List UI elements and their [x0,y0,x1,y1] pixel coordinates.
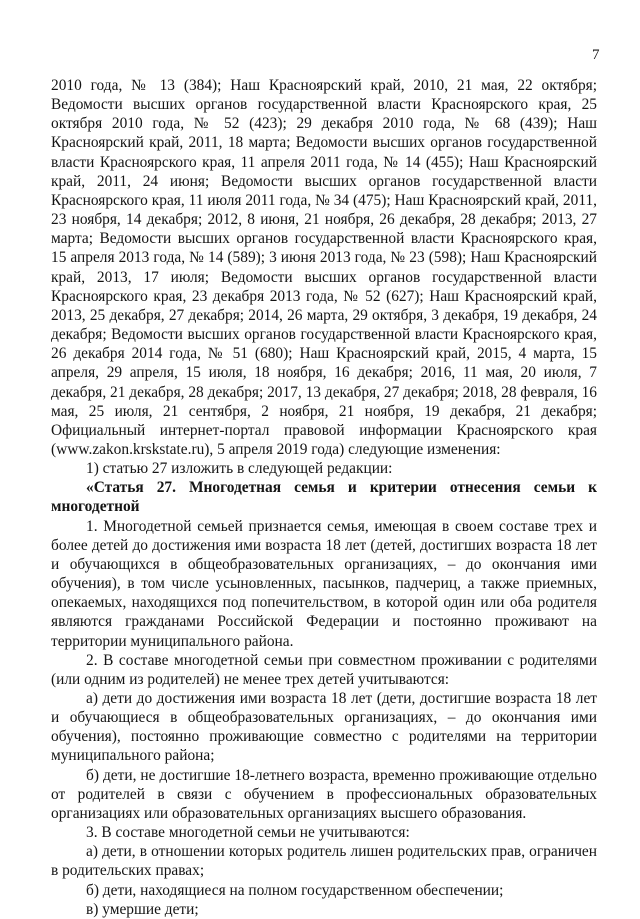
article-paragraph-2a: а) дети до достижения ими возраста 18 лет (дети, достигшие возраста 18 лет и обучающиеся в общеобразовательных организациях, – до окончания ими обучения), постоянно проживающие совместно с родителями на территории муниципального района; [51,690,597,765]
document-body [51,76,597,919]
article-paragraph-3b: б) дети, находящиеся на полном государственном обеспечении; [86,881,504,899]
article-paragraph-3: 3. В составе многодетной семьи не учитываются: [86,824,410,842]
article-paragraph-2b: б) дети, не достигшие 18-летнего возраста, временно проживающие отдельно от родителей в связи с обучением в профессиональных образовательных организациях или образовательных организациях высшего образования. [51,766,597,822]
amendment-item-1: 1) статью 27 изложить в следующей редакции: [86,460,393,478]
article-paragraph-1: 1. Многодетной семьей признается семья, имеющая в своем составе трех и более детей до достижения ими возраста 18 лет (детей, достигших возраста 18 лет и обучающихся в общеобразовательных организациях, – до окончания ими обучения), в том числе усыновленных, пасынков, падчериц, а также приемных, опекаемых, находящихся под попечительством, в которой один или оба родителя являются гражданами Российской Федерации и постоянно проживают на территории муниципального района. [51,517,597,650]
article-27-title: «Статья 27. Многодетная семья и критерии отнесения семьи к многодетной [51,479,597,516]
article-paragraph-3a: а) дети, в отношении которых родитель лишен родительских прав, ограничен в родительских правах; [51,843,597,880]
page-number: 7 [592,47,600,63]
article-paragraph-3c: в) умершие дети; [86,900,199,918]
intro-paragraph: 2010 года, № 13 (384); Наш Красноярский край, 2010, 21 мая, 22 октября; Ведомости высших органов государственной власти Красноярского края, 25 октября 2010 года, № 52 (423); 29 декабря 2010 года, № 68 (439); Наш Красноярский край, 2011, 18 марта; Ведомости высших органов государственной власти Красноярского края, 11 апреля 2011 года, № 14 (455); Наш Красноярский край, 2011, 24 июня; Ведомости высших органов государственной власти Красноярского края, 11 июля 2011 года, № 34 (475); Наш Красноярский край, 2011, 23 ноября, 14 декабря; 2012, 8 июня, 21 ноября, 26 декабря, 28 декабря; 2013, 27 марта; Ведомости высших органов государственной власти Красноярского края, 15 апреля 2013 года, № 14 (589); 3 июня 2013 года, № 23 (598); Наш Красноярский край, 2013, 17 июля; Ведомости высших органов государственной власти Красноярского края, 23 декабря 2013 года, № 52 (627); Наш Красноярский край, 2013, 25 декабря, 27 декабря; 2014, 26 марта, 29 октября, 3 декабря, 19 декабря, 24 декабря; Ведомости высших органов государственной власти Красноярского края, 26 декабря 2014 года, № 51 (680); Наш Красноярский край, 2015, 4 марта, 15 апреля, 29 апреля, 15 июля, 18 ноября, 16 декабря; 2016, 11 мая, 20 июля, 7 декабря, 21 декабря, 28 декабря; 2017, 13 декабря, 27 декабря; 2018, 28 февраля, 16 мая, 25 июля, 21 сентября, 2 ноября, 21 ноября, 19 декабря, 21 декабря; Официальный интернет-портал правовой информации Красноярского края (www.zakon.krskstate.ru), 5 апреля 2019 года) следующие изменения: [51,77,597,458]
article-paragraph-2: 2. В составе многодетной семьи при совместном проживании с родителями (или одним из родителей) не менее трех детей учитываются: [51,651,597,688]
